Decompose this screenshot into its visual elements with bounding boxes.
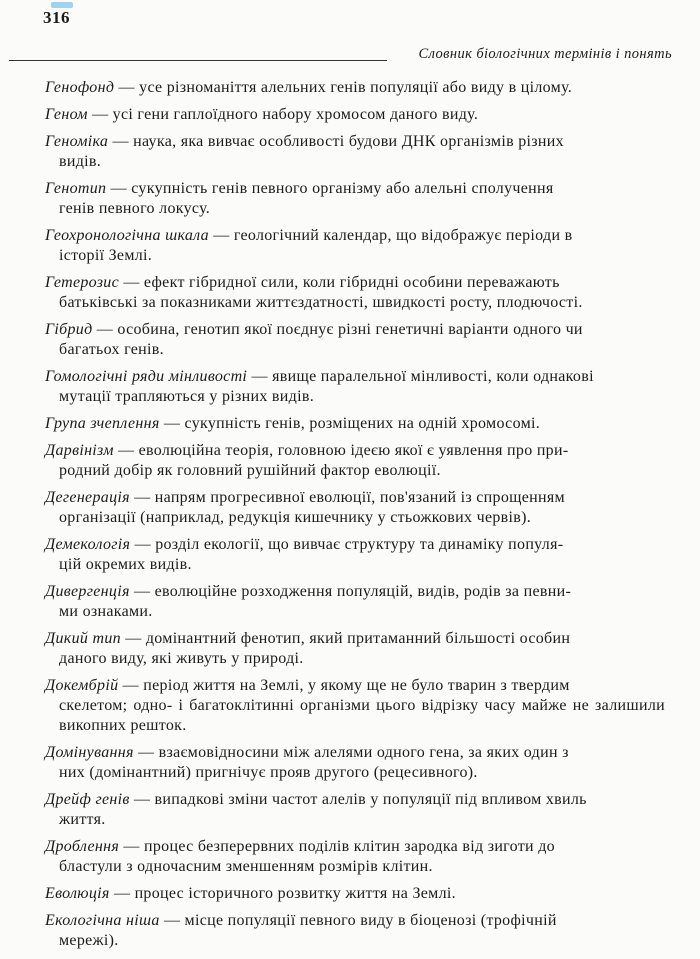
glossary-entry (45, 535, 665, 575)
glossary-entry (45, 582, 665, 622)
term-separator: — (120, 630, 146, 647)
glossary-entry (45, 884, 665, 904)
term-separator: — (247, 368, 273, 385)
page-number: 316 (43, 8, 70, 27)
glossary-term: Докембрій (45, 677, 119, 694)
term-separator: — (114, 79, 140, 96)
glossary-definition: усі гени гаплоїдного набору хромосом даного виду. (112, 106, 479, 123)
glossary-definition: розділ екології, що вивчає структуру та динаміку популя- (155, 536, 564, 553)
glossary-definition-continued: генів певного локусу. (59, 200, 211, 217)
glossary-definition-continued: них (домінантний) пригнічує прояв другого (рецесивного). (59, 764, 478, 781)
glossary-definition: наука, яка вивчає особливості будови ДНК організмів різних (133, 133, 564, 150)
glossary-definition: еволюційна теорія, головною ідеєю якої є уявлення про при- (138, 442, 569, 459)
glossary-definition-continued: історії Землі. (59, 247, 153, 264)
glossary-term: Гомологічні ряди мінливості (45, 368, 248, 385)
term-separator: — (208, 227, 234, 244)
term-separator: — (130, 536, 156, 553)
glossary-definition: процес безперервних поділів клітин зародка від зиготи до (144, 838, 555, 855)
glossary-list (45, 78, 665, 958)
term-separator: — (119, 838, 145, 855)
glossary-term: Гібрид (45, 321, 93, 338)
glossary-term: Геохронологічна шкала (45, 227, 209, 244)
glossary-definition: взаємовідносини між алелями одного гена, за яких один з (158, 744, 569, 761)
term-separator: — (159, 415, 185, 432)
glossary-definition-continued: мережі). (59, 932, 119, 949)
term-separator: — (109, 885, 135, 902)
glossary-definition-continued: цій окремих видів. (59, 556, 192, 573)
glossary-definition-continued: життя. (59, 811, 106, 828)
term-separator: — (108, 133, 134, 150)
glossary-entry (45, 911, 665, 951)
glossary-term: Геном (45, 106, 88, 123)
glossary-definition: сукупність генів певного організму або алельні сполучення (131, 180, 554, 197)
glossary-entry (45, 367, 665, 407)
glossary-definition: місце популяції певного виду в біоценозі (трофічній (184, 912, 557, 929)
glossary-entry (45, 837, 665, 877)
glossary-term: Дарвінізм (45, 442, 114, 459)
term-separator: — (106, 180, 132, 197)
term-separator: — (119, 274, 144, 291)
term-separator: — (118, 677, 144, 694)
glossary-definition: геологічний календар, що відображує періоди в (233, 227, 573, 244)
glossary-term: Домінування (45, 744, 134, 761)
term-separator: — (92, 321, 118, 338)
glossary-entry (45, 414, 665, 434)
glossary-term: Дрейф генів (45, 791, 130, 808)
glossary-definition-continued: скелетом; одно- і багатоклітинні організми цього відрізку часу майже не залишили викопних решток. (59, 697, 665, 734)
header-rule (9, 60, 387, 61)
glossary-term: Генофонд (45, 79, 115, 96)
glossary-entry (45, 132, 665, 172)
term-separator: — (159, 912, 185, 929)
glossary-entry (45, 78, 665, 98)
glossary-entry (45, 790, 665, 830)
glossary-definition-continued: бластули з одночасним зменшенням розмірів клітин. (59, 858, 433, 875)
glossary-term: Гетерозис (45, 274, 120, 291)
glossary-term: Група зчеплення (45, 415, 160, 432)
glossary-definition: домінантний фенотип, який притаманний більшості особин (145, 630, 571, 647)
glossary-definition-continued: багатьох генів. (59, 341, 164, 358)
glossary-definition: напрям прогресивної еволюції, пов'язаний із спрощенням (154, 489, 565, 506)
glossary-definition: усе різноманіття алельних генів популяції або виду в цілому. (139, 79, 573, 96)
term-separator: — (133, 744, 159, 761)
glossary-term: Екологічна ніша (45, 912, 160, 929)
glossary-definition-continued: ми ознаками. (59, 603, 153, 620)
glossary-definition: процес історичного розвитку життя на Землі. (134, 885, 456, 902)
running-header-title: Словник біологічних термінів і понять (418, 46, 672, 62)
glossary-term: Геноміка (45, 133, 109, 150)
glossary-entry (45, 488, 665, 528)
glossary-definition: ефект гібридної сили, коли гібридні особини переважають (143, 274, 560, 291)
glossary-definition-continued: видів. (59, 153, 102, 170)
glossary-definition: період життя на Землі, у якому ще не було тварин з твердим (143, 677, 570, 694)
glossary-definition-continued: батьківські за показниками життєздатності, швидкості росту, плодючості. (59, 294, 583, 311)
glossary-term: Генотип (45, 180, 107, 197)
term-separator: — (129, 583, 155, 600)
glossary-term: Дегенерація (45, 489, 130, 506)
glossary-term: Демекологія (45, 536, 131, 553)
glossary-entry (45, 743, 665, 783)
glossary-definition: явище паралельної мінливості, коли однакові (272, 368, 594, 385)
glossary-entry (45, 273, 665, 313)
term-separator: — (129, 791, 155, 808)
glossary-entry (45, 226, 665, 266)
glossary-entry (45, 179, 665, 219)
glossary-definition: еволюційне розходження популяцій, видів, родів за певни- (154, 583, 572, 600)
glossary-term: Дивергенція (45, 583, 130, 600)
running-header (9, 46, 672, 66)
glossary-entry (45, 441, 665, 481)
term-separator: — (87, 106, 113, 123)
glossary-definition: сукупність генів, розміщених на одній хромосомі. (184, 415, 541, 432)
glossary-term: Дроблення (45, 838, 120, 855)
glossary-definition-continued: організації (наприклад, редукція кишечнику у стьожкових червів). (59, 509, 532, 526)
glossary-entry (45, 105, 665, 125)
glossary-definition-continued: родний добір як головний рушійний фактор еволюції. (59, 462, 441, 479)
glossary-entry (45, 320, 665, 360)
term-separator: — (113, 442, 139, 459)
glossary-definition: особина, генотип якої поєднує різні генетичні варіанти одного чи (117, 321, 583, 338)
glossary-definition: випадкові зміни частот алелів у популяції під впливом хвиль (154, 791, 587, 808)
glossary-definition-continued: мутації трапляються у різних видів. (59, 388, 314, 405)
glossary-definition-continued: даного виду, які живуть у природі. (59, 650, 304, 667)
glossary-entry (45, 629, 665, 669)
glossary-term: Дикий тип (45, 630, 121, 647)
term-separator: — (129, 489, 155, 506)
glossary-entry (45, 676, 665, 736)
glossary-term: Еволюція (45, 885, 110, 902)
